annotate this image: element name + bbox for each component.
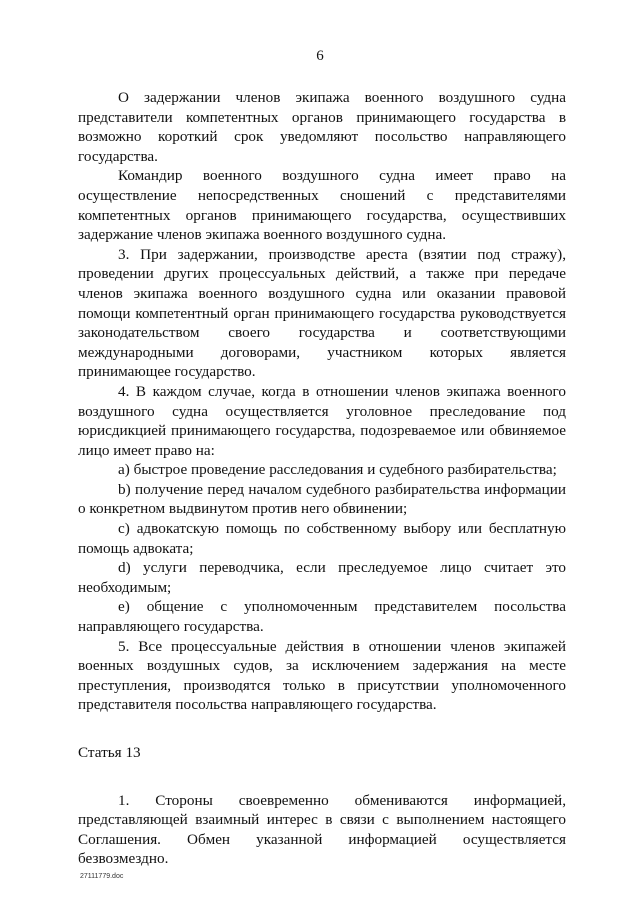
paragraph-item-4c: c) адвокатскую помощь по собственному выбору или бесплатную помощь адвоката; — [78, 520, 566, 557]
document-body — [78, 88, 566, 869]
paragraph-item-4b: b) получение перед началом судебного разбирательства информации о конкретном выдвинутом против него обвинении; — [78, 480, 566, 518]
paragraph-item-4: 4. В каждом случае, когда в отношении членов экипажа военного воздушного судна осуществляется уголовное преследование под юрисдикцией принимающего государства, подозреваемое или обвиняемое лицо имеет право на: — [78, 382, 566, 459]
paragraph-article13-item-1: 1. Стороны своевременно обмениваются информацией, представляющей взаимный интерес в связи с выполнением настоящего Соглашения. Обмен указанной информацией осуществляется безвозмездно. — [78, 791, 566, 868]
paragraph-item-4a: a) быстрое проведение расследования и судебного разбирательства; — [118, 461, 557, 479]
paragraph-item-4e: e) общение с уполномоченным представителем посольства направляющего государства. — [78, 598, 566, 636]
article-heading: Статья 13 — [78, 744, 141, 761]
paragraph-item-3: 3. При задержании, производстве ареста (взятии под стражу), проведении других процессуальных действий, а также при передаче членов экипажа военного воздушного судна или оказании правовой помощи компетентный орган принимающего государства руководствуется законодательством своего государства и соответствующими международными договорами, участником которых является принимающее государство. — [78, 245, 566, 381]
paragraph-item-4d: d) услуги переводчика, если преследуемое лицо считает это необходимым; — [78, 559, 566, 596]
footer-filename: 27111779.doc — [80, 873, 124, 880]
paragraph-commander-rights: Командир военного воздушного судна имеет право на осуществление непосредственных сношений с представителями компетентных органов принимающего государства, осуществивших задержание членов экипажа военного воздушного судна. — [78, 167, 566, 244]
paragraph-item-5: 5. Все процессуальные действия в отношении членов экипажей военных воздушных судов, за исключением задержания на месте преступления, производятся только в присутствии уполномоченного представителя посольства направляющего государства. — [78, 637, 566, 714]
page-number: 6 — [316, 48, 324, 64]
paragraph-detention-notice: О задержании членов экипажа военного воздушного судна представители компетентных органов принимающего государства в возможно короткий срок уведомляют посольство направляющего государства. — [78, 89, 566, 165]
